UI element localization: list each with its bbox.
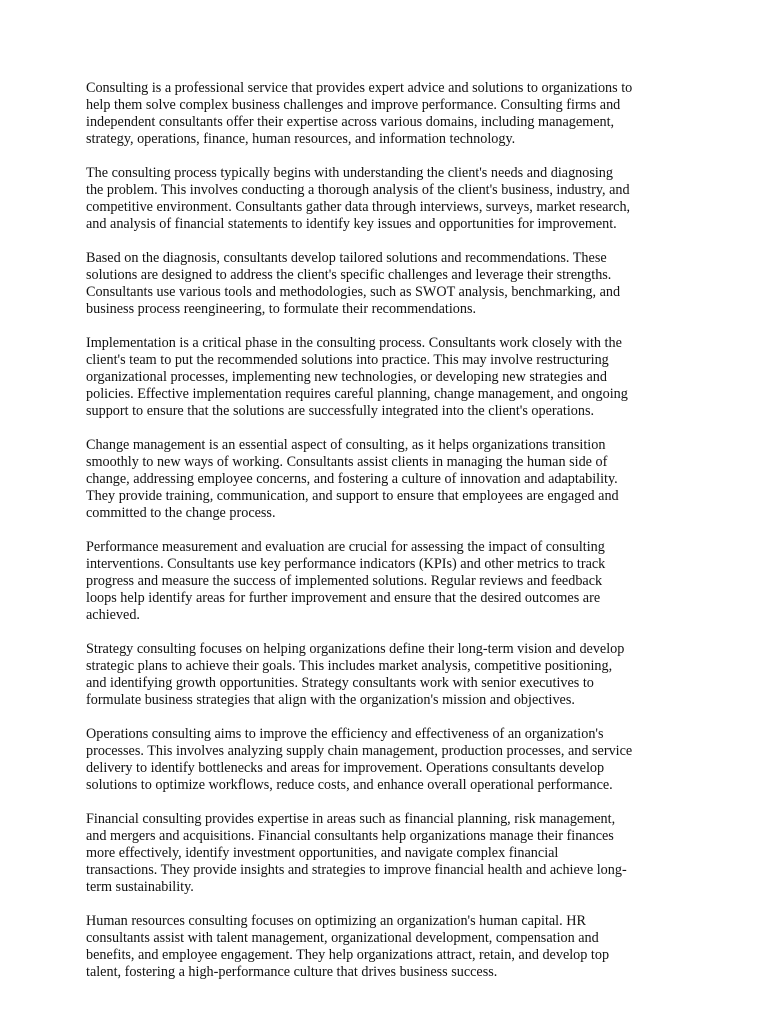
text-line: business process reengineering, to formulate their recommendations. bbox=[86, 301, 477, 317]
paragraph bbox=[86, 539, 686, 624]
paragraph bbox=[86, 913, 686, 981]
text-line: achieved. bbox=[86, 607, 140, 623]
paragraph bbox=[86, 811, 686, 896]
text-line: change, addressing employee concerns, and fostering a culture of innovation and adaptability. bbox=[86, 471, 618, 487]
text-line: strategic plans to achieve their goals. This includes market analysis, competitive positioning, bbox=[86, 658, 613, 674]
text-line: strategy, operations, finance, human resources, and information technology. bbox=[86, 131, 516, 147]
paragraph bbox=[86, 641, 686, 709]
text-line: Performance measurement and evaluation are crucial for assessing the impact of consulting bbox=[86, 539, 605, 555]
text-line: Consulting is a professional service that provides expert advice and solutions to organizations to bbox=[86, 80, 633, 96]
text-line: competitive environment. Consultants gather data through interviews, surveys, market research, bbox=[86, 199, 631, 215]
paragraph bbox=[86, 80, 686, 148]
text-line: progress and measure the success of implemented solutions. Regular reviews and feedback bbox=[86, 573, 603, 589]
text-line: the problem. This involves conducting a thorough analysis of the client's business, industry, and bbox=[86, 182, 630, 198]
text-line: Strategy consulting focuses on helping organizations define their long-term vision and develop bbox=[86, 641, 625, 657]
text-line: and mergers and acquisitions. Financial consultants help organizations manage their finances bbox=[86, 828, 614, 844]
text-line: interventions. Consultants use key performance indicators (KPIs) and other metrics to track bbox=[86, 556, 606, 572]
paragraph bbox=[86, 165, 686, 233]
text-line: They provide training, communication, and support to ensure that employees are engaged and bbox=[86, 488, 619, 504]
text-line: Implementation is a critical phase in the consulting process. Consultants work closely with the bbox=[86, 335, 622, 351]
paragraph bbox=[86, 437, 686, 522]
text-line: Consultants use various tools and methodologies, such as SWOT analysis, benchmarking, and bbox=[86, 284, 621, 300]
text-line: benefits, and employee engagement. They help organizations attract, retain, and develop top bbox=[86, 947, 610, 963]
text-line: The consulting process typically begins with understanding the client's needs and diagnosing bbox=[86, 165, 613, 181]
text-line: term sustainability. bbox=[86, 879, 194, 895]
text-line: smoothly to new ways of working. Consultants assist clients in managing the human side of bbox=[86, 454, 608, 470]
text-line: transactions. They provide insights and strategies to improve financial health and achieve long- bbox=[86, 862, 627, 878]
text-line: consultants assist with talent management, organizational development, compensation and bbox=[86, 930, 599, 946]
text-line: Operations consulting aims to improve the efficiency and effectiveness of an organization's bbox=[86, 726, 604, 742]
text-line: help them solve complex business challenges and improve performance. Consulting firms and bbox=[86, 97, 621, 113]
text-line: Financial consulting provides expertise in areas such as financial planning, risk management, bbox=[86, 811, 616, 827]
text-line: policies. Effective implementation requires careful planning, change management, and ongoing bbox=[86, 386, 628, 402]
text-line: formulate business strategies that align with the organization's mission and objectives. bbox=[86, 692, 575, 708]
paragraph bbox=[86, 250, 686, 318]
text-line: client's team to put the recommended solutions into practice. This may involve restructuring bbox=[86, 352, 609, 368]
text-line: independent consultants offer their expertise across various domains, including management, bbox=[86, 114, 615, 130]
text-line: support to ensure that the solutions are successfully integrated into the client's operations. bbox=[86, 403, 595, 419]
text-line: Based on the diagnosis, consultants develop tailored solutions and recommendations. These bbox=[86, 250, 607, 266]
paragraph bbox=[86, 726, 686, 794]
text-line: more effectively, identify investment opportunities, and navigate complex financial bbox=[86, 845, 559, 861]
text-line: solutions to optimize workflows, reduce costs, and enhance overall operational performance. bbox=[86, 777, 613, 793]
text-line: committed to the change process. bbox=[86, 505, 276, 521]
text-line: loops help identify areas for further improvement and ensure that the desired outcomes are bbox=[86, 590, 601, 606]
text-line: delivery to identify bottlenecks and areas for improvement. Operations consultants develop bbox=[86, 760, 605, 776]
text-line: solutions are designed to address the client's specific challenges and leverage their strengths. bbox=[86, 267, 612, 283]
text-line: talent, fostering a high-performance culture that drives business success. bbox=[86, 964, 498, 980]
text-line: organizational processes, implementing new technologies, or developing new strategies and bbox=[86, 369, 607, 385]
text-line: and analysis of financial statements to identify key issues and opportunities for improvement. bbox=[86, 216, 617, 232]
text-line: Human resources consulting focuses on optimizing an organization's human capital. HR bbox=[86, 913, 586, 929]
document-page bbox=[86, 80, 686, 998]
text-line: Change management is an essential aspect of consulting, as it helps organizations transition bbox=[86, 437, 606, 453]
paragraph bbox=[86, 335, 686, 420]
text-line: and identifying growth opportunities. Strategy consultants work with senior executives to bbox=[86, 675, 594, 691]
text-line: processes. This involves analyzing supply chain management, production processes, and service bbox=[86, 743, 633, 759]
